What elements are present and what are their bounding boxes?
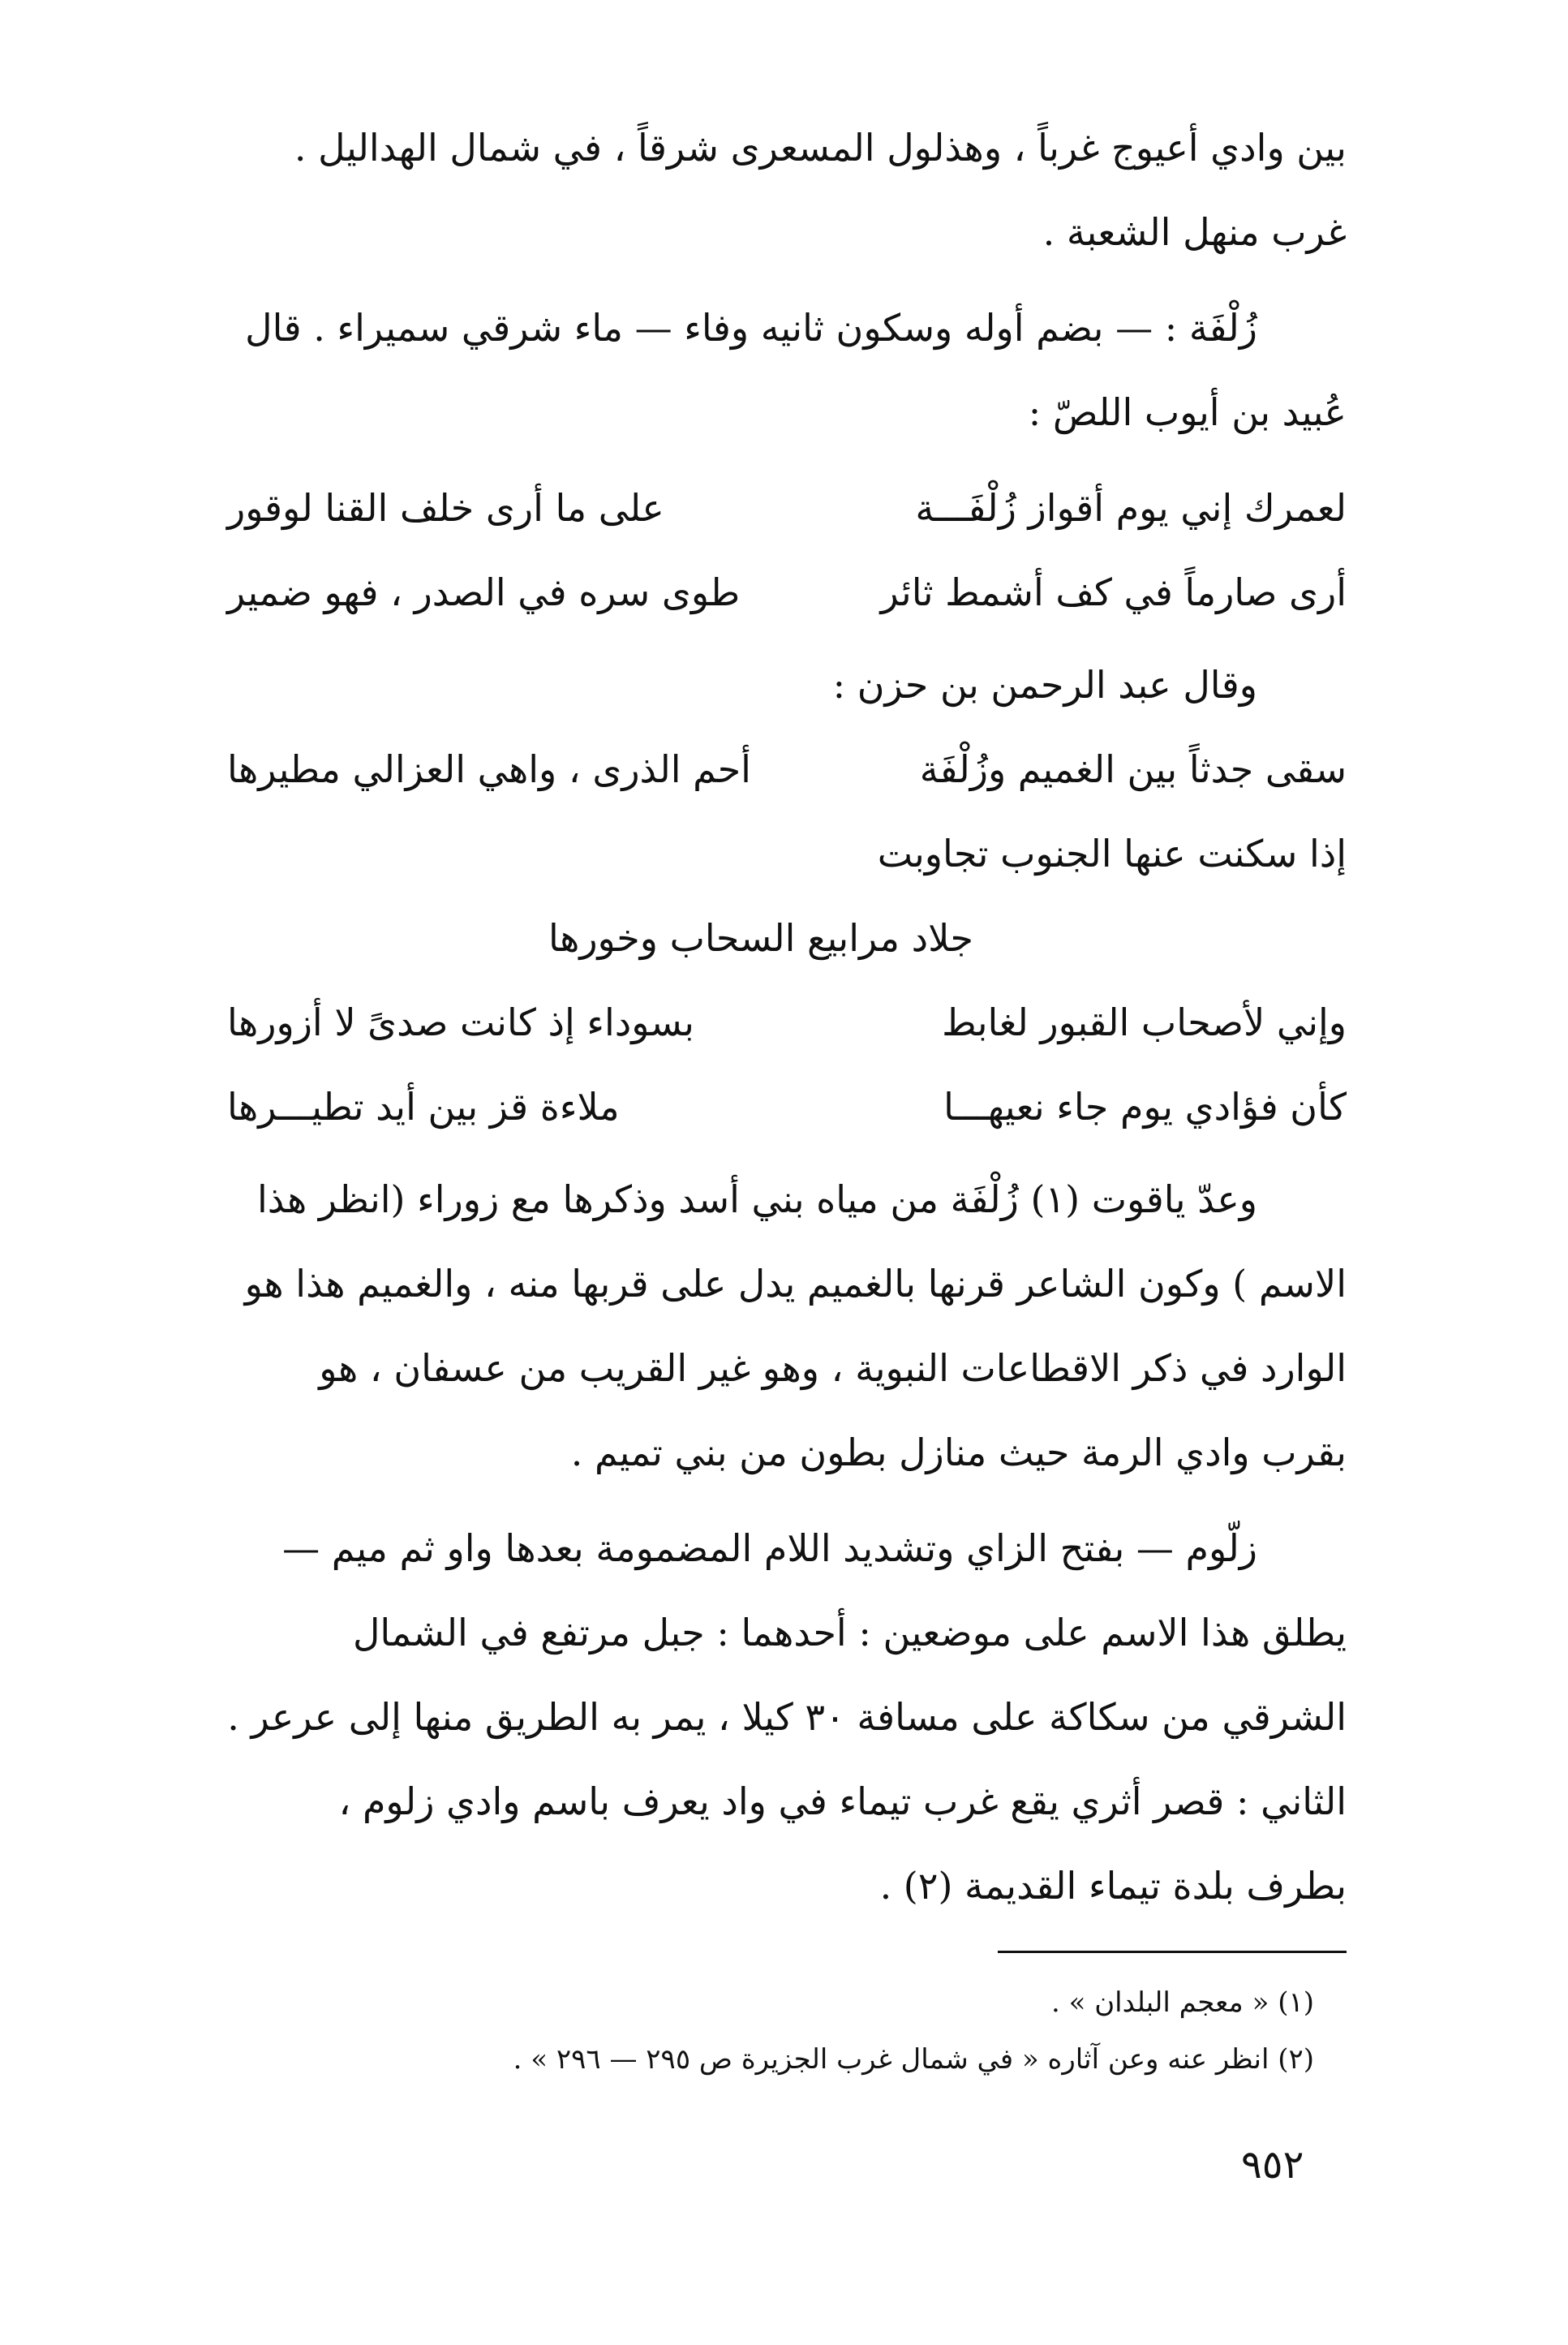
footnote-divider xyxy=(998,1951,1347,1953)
entry-zulfa-intro: زُلْفَة : — بضم أوله وسكون ثانيه وفاء — ماء شرقي سميراء . قال عُبيد بن أيوب اللصّ : xyxy=(245,306,1347,434)
verse-first-hemistich: سقى جدثاً بين الغميم وزُلْفَة xyxy=(919,747,1347,791)
poem-ubaid xyxy=(227,466,1347,635)
verse-second-hemistich: ملاءة قز بين أيد تطيـــرها xyxy=(227,1085,620,1129)
verse-first-hemistich: وإني لأصحاب القبور لغابط xyxy=(942,1000,1347,1044)
verse xyxy=(227,1065,1347,1149)
book-page xyxy=(227,105,1347,2296)
verse-first-hemistich: لعمرك إني يوم أقواز زُلْفَـــة xyxy=(915,486,1347,530)
verse xyxy=(227,550,1347,635)
poem-abdulrahman xyxy=(227,727,1347,1149)
entry-zulfa-commentary: وعدّ ياقوت (١) زُلْفَة من مياه بني أسد وذكرها مع زوراء (انظر هذا الاسم ) وكون الشاعر قرنها بالغميم يدل على قربها منه ، والغميم هذا هو الوارد في ذكر الاقطاعات النبوية ، وهو غير القريب من عسفان ، هو بقرب وادي الرمة حيث منازل بطون من بني تميم . xyxy=(244,1177,1347,1474)
verse xyxy=(227,980,1347,1065)
verse-second-hemistich: طوى سره في الصدر ، فهو ضمير xyxy=(227,570,741,614)
verse-line: إذا سكنت عنها الجنوب تجاوبت xyxy=(877,832,1347,876)
entry-zaloum: زلّوم — بفتح الزاي وتشديد اللام المضمومة بعدها واو ثم ميم — يطلق هذا الاسم على موضعين : أحدهما : جبل مرتفع في الشمال الشرقي من سكاكة على مسافة ٣٠ كيلا ، يمر به الطريق منها إلى عرعر . الثاني : قصر أثري يقع غرب تيماء في واد يعرف باسم وادي زلوم ، بطرف بلدة تيماء القديمة (٢) . xyxy=(227,1526,1347,1908)
footnote-1: (١) « معجم البلدان » . xyxy=(1050,1986,1314,2019)
entry-zulfa-intro2: وقال عبد الرحمن بن حزن : xyxy=(832,663,1257,707)
paragraph-top: بين وادي أعيوج غرباً ، وهذلول المسعرى شرقاً ، في شمال الهداليل . غرب منهل الشعبة . xyxy=(294,126,1347,254)
verse xyxy=(227,466,1347,550)
verse-first-hemistich: أرى صارماً في كف أشمط ثائر xyxy=(880,570,1347,614)
verse-second-hemistich: بسوداء إذ كانت صدىً لا أزورها xyxy=(227,1000,694,1044)
footnote-2: (٢) انظر عنه وعن آثاره « في شمال غرب الجزيرة ص ٢٩٥ — ٢٩٦ » . xyxy=(513,2043,1314,2076)
verse-line: جلاد مرابيع السحاب وخورها xyxy=(548,916,973,960)
verse-first-hemistich: كأن فؤادي يوم جاء نعيهـــا xyxy=(943,1085,1347,1129)
verse xyxy=(227,727,1347,811)
page-number: ٩٥٢ xyxy=(1241,2142,1304,2188)
verse-second-hemistich: على ما أرى خلف القنا لوقور xyxy=(227,486,664,530)
verse-second-hemistich: أحم الذرى ، واهي العزالي مطيرها xyxy=(227,747,751,791)
